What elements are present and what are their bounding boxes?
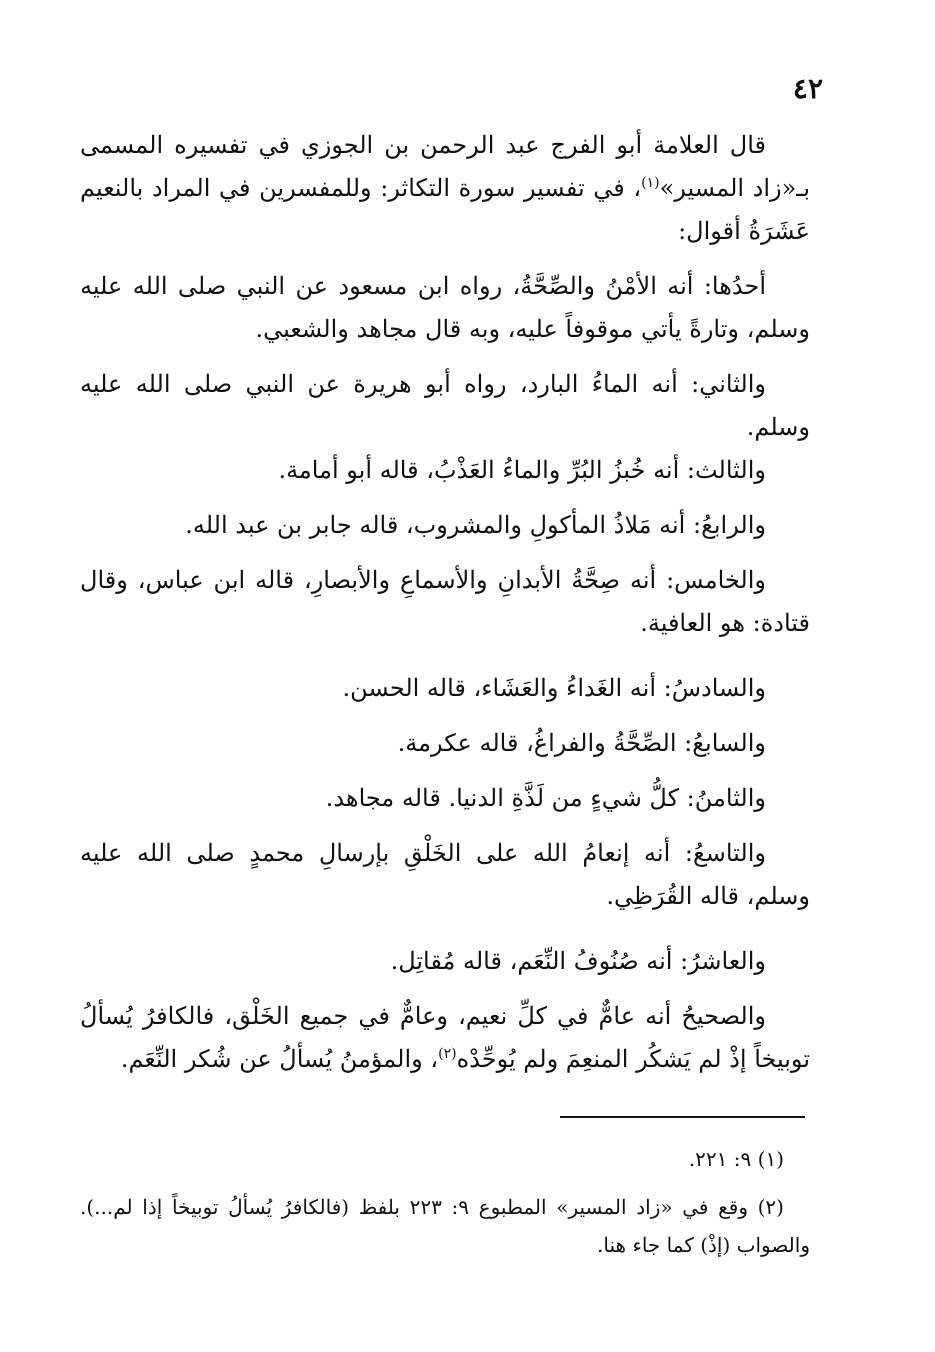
paragraph-saying-2: والثاني: أنه الماءُ البارد، رواه أبو هريرة عن النبي صلى الله عليه وسلم.: [80, 370, 810, 441]
paragraph-saying-5: والخامس: أنه صِحَّةُ الأبدانِ والأسماعِ والأبصارِ، قاله ابن عباس، وقال قتادة: هو العافية.: [80, 566, 810, 637]
paragraph-saying-4: والرابعُ: أنه مَلاذُ المأكولِ والمشروب، قاله جابر بن عبد الله.: [185, 511, 766, 539]
paragraph-saying-9: والتاسعُ: أنه إنعامُ الله على الخَلْقِ بإرسالِ محمدٍ صلى الله عليه وسلم، قاله القُرَظِي.: [80, 839, 810, 910]
paragraph-saying-1: أحدُها: أنه الأمْنُ والصِّحَّةُ، رواه ابن مسعود عن النبي صلى الله عليه وسلم، وتارةً يأتي موقوفاً عليه، وبه قال مجاهد والشعبي.: [80, 272, 810, 343]
paragraph-text-continued: ، والمؤمنُ يُسألُ عن شُكر النِّعَم.: [120, 1045, 439, 1073]
paragraph-text-continued: ، في تفسير سورة التكاثر: وللمفسرين في المراد بالنعيم عَشَرَةُ أقوال:: [80, 174, 810, 245]
footnote-divider: [560, 1116, 805, 1118]
paragraph-conclusion: [80, 995, 810, 1081]
main-text: [80, 124, 810, 1081]
paragraph-saying-7: والسابعُ: الصِّحَّةُ والفراغُ، قاله عكرمة.: [397, 729, 766, 757]
footnotes: [80, 1140, 810, 1274]
paragraph-text: قال العلامة أبو الفرج عبد الرحمن بن الجوزي في تفسيره المسمى بـ«زاد المسير»: [80, 131, 811, 202]
footnote-ref-1: (١): [641, 175, 660, 191]
paragraph-text: والصحيحُ أنه عامٌّ في كلِّ نعيم، وعامٌّ في جميع الخَلْق، فالكافرُ يُسألُ توبيخاً إذْ لم يَشكُر المنعِمَ ولم يُوحِّدْه: [80, 1002, 810, 1073]
paragraph-saying-8: والثامنُ: كلُّ شيءٍ من لَذَّةِ الدنيا. قاله مجاهد.: [325, 784, 766, 812]
footnote-1: (١) ٩: ٢٢١.: [688, 1147, 784, 1171]
page-number: ٤٢: [792, 72, 823, 105]
footnote-ref-2: (٢): [438, 1046, 457, 1062]
paragraph-saying-3: والثالث: أنه خُبزُ البُرِّ والماءُ العَذْبُ، قاله أبو أمامة.: [278, 456, 766, 484]
paragraph-intro: [80, 124, 810, 253]
footnote-2: (٢) وقع في «زاد المسير» المطبوع ٩: ٢٢٣ بلفظ (فالكافرُ يُسألُ توبيخاً إذا لم...). والصواب (إذْ) كما جاء هنا.: [80, 1195, 810, 1257]
paragraph-saying-6: والسادسُ: أنه الغَداءُ والعَشَاء، قاله الحسن.: [342, 674, 766, 702]
paragraph-saying-10: والعاشرُ: أنه صُنُوفُ النِّعَم، قاله مُقاتِل.: [390, 947, 766, 975]
